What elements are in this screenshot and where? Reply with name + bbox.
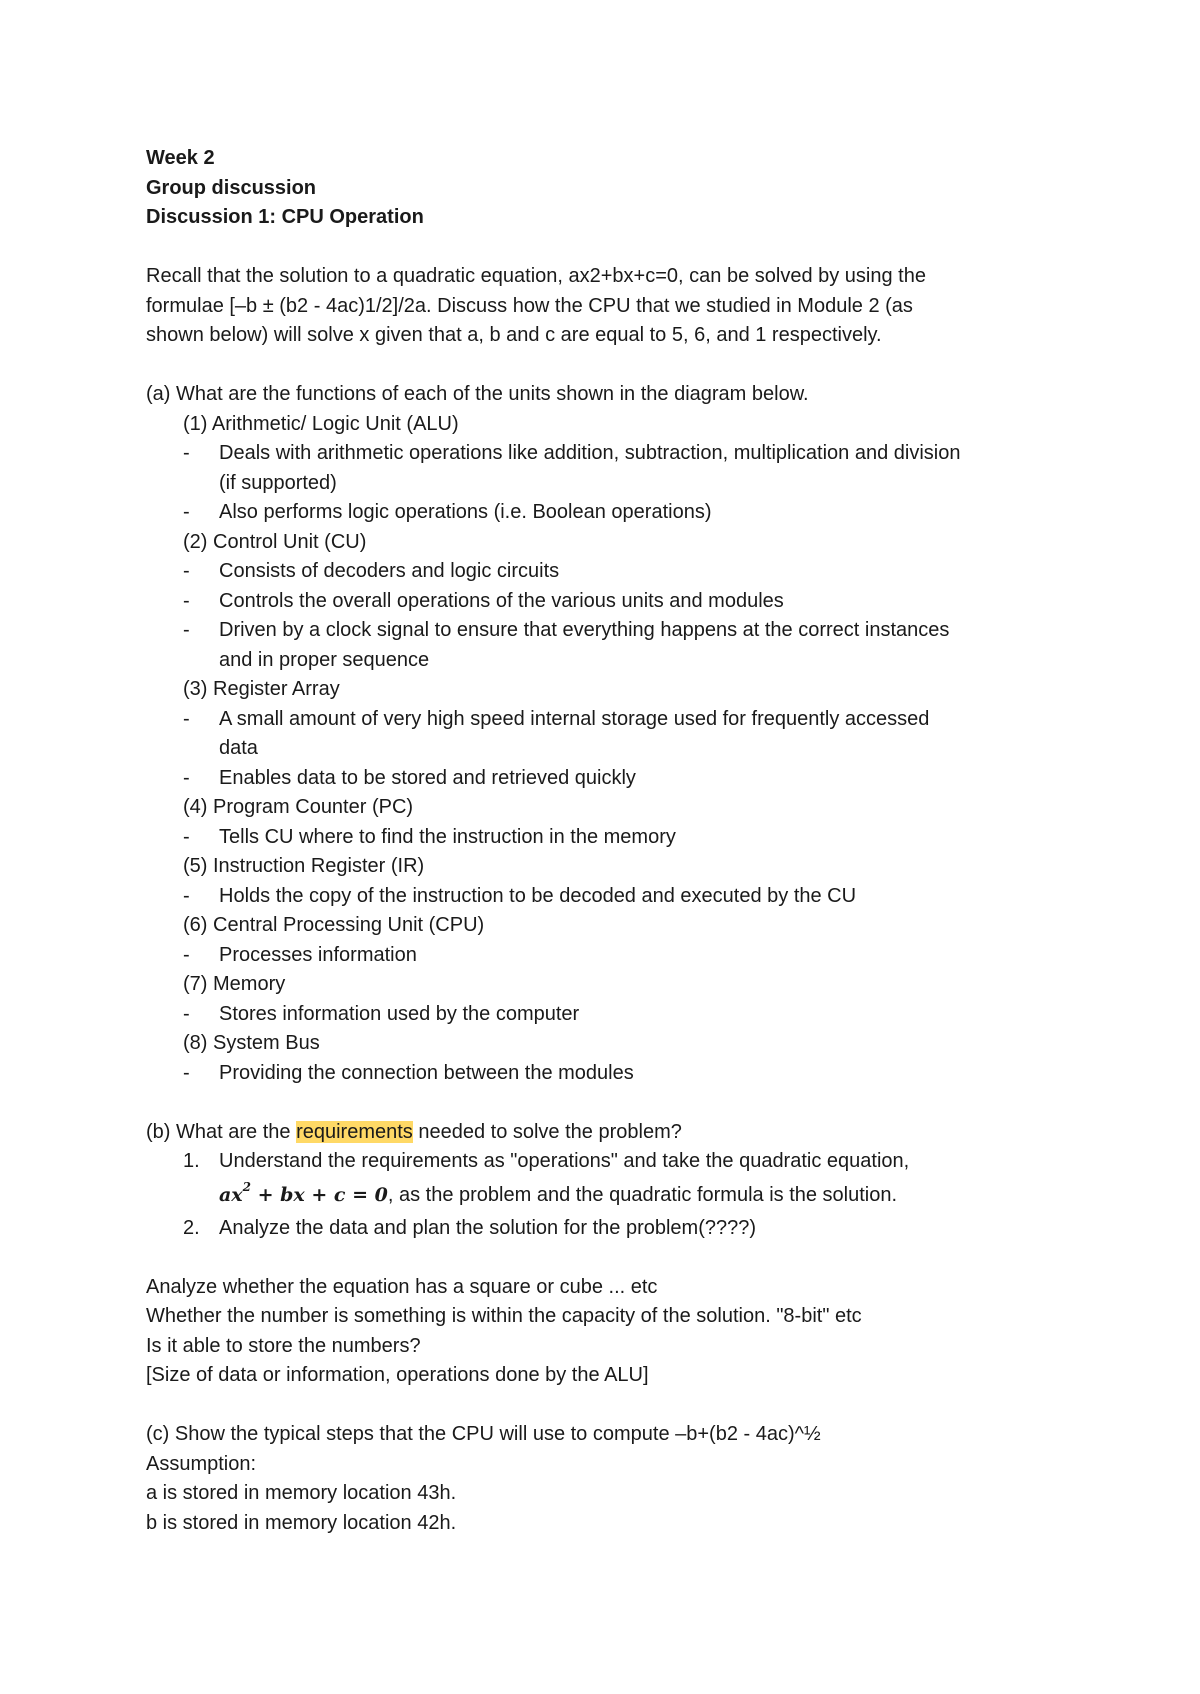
part-b-question-start: (b) What are the — [146, 1120, 297, 1143]
equation-rest: + bx + c = 0 — [251, 1183, 388, 1206]
quadratic-equation — [219, 1179, 388, 1206]
step-item — [146, 1147, 1200, 1177]
bullet-text: Driven by a clock signal to ensure that everything happens at the correct instances — [219, 619, 950, 641]
bullet-text: Enables data to be stored and retrieved quickly — [219, 766, 636, 789]
bullet-item — [146, 941, 1200, 971]
dash-bullet: - — [183, 884, 190, 907]
bullet-text: Deals with arithmetic operations like addition, subtraction, multiplication and division — [219, 442, 961, 464]
intro-line: Recall that the solution to a quadratic equation, ax2+bx+c=0, can be solved by using the — [146, 265, 926, 287]
dash-bullet: - — [183, 825, 190, 848]
bullet-text: Stores information used by the computer — [219, 1002, 580, 1025]
note-line: [Size of data or information, operations done by the ALU] — [146, 1364, 649, 1386]
bullet-text: Controls the overall operations of the various units and modules — [219, 589, 784, 612]
bullet-text-continued: and in proper sequence — [219, 648, 430, 671]
bullet-item — [146, 882, 1200, 912]
part-a-question: (a) What are the functions of each of the units shown in the diagram below. — [146, 383, 809, 405]
unit-title: (4) Program Counter (PC) — [183, 796, 414, 818]
intro-paragraph — [146, 262, 1200, 351]
group-discussion-heading: Group discussion — [146, 176, 317, 199]
bullet-item — [146, 616, 1200, 646]
dash-bullet: - — [183, 442, 190, 464]
discussion-title: Discussion 1: CPU Operation — [146, 206, 424, 228]
unit-title: (7) Memory — [183, 973, 286, 995]
step-text: Analyze the data and plan the solution for the problem(????) — [219, 1216, 757, 1239]
bullet-text: Also performs logic operations (i.e. Boolean operations) — [219, 501, 712, 523]
bullet-text-continued: (if supported) — [219, 471, 337, 494]
equation-term-ax: ax — [219, 1183, 243, 1206]
part-c-question: (c) Show the typical steps that the CPU will use to compute –b+(b2 - 4ac)^½ — [146, 1423, 821, 1445]
bullet-item — [146, 764, 1200, 794]
highlighted-requirements: requirements — [296, 1120, 413, 1143]
bullet-text: A small amount of very high speed internal storage used for frequently accessed — [219, 707, 930, 730]
dash-bullet: - — [183, 619, 190, 641]
bullet-text: Holds the copy of the instruction to be decoded and executed by the CU — [219, 884, 857, 907]
step-item — [146, 1214, 1200, 1244]
step-number: 2. — [183, 1216, 200, 1239]
notes-block — [146, 1273, 1200, 1391]
assumption-line: a is stored in memory location 43h. — [146, 1482, 457, 1504]
dash-bullet: - — [183, 766, 190, 789]
note-line: Whether the number is something is within the capacity of the solution. "8-bit" etc — [146, 1305, 862, 1327]
bullet-item — [146, 1000, 1200, 1030]
bullet-text: Tells CU where to find the instruction in the memory — [219, 825, 676, 848]
unit-title: (8) System Bus — [183, 1032, 320, 1054]
bullet-item — [146, 498, 1200, 528]
dash-bullet: - — [183, 1061, 190, 1084]
bullet-item — [146, 823, 1200, 853]
units-list — [146, 410, 1200, 1089]
bullet-item — [146, 587, 1200, 617]
intro-line: shown below) will solve x given that a, b and c are equal to 5, 6, and 1 respectively. — [146, 324, 882, 346]
dash-bullet: - — [183, 707, 190, 730]
note-line: Is it able to store the numbers? — [146, 1334, 421, 1357]
intro-line: formulae [–b ± (b2 - 4ac)1/2]/2a. Discuss how the CPU that we studied in Module 2 (as — [146, 294, 913, 317]
bullet-item — [146, 439, 1200, 469]
step-text-continued: , as the problem and the quadratic formula is the solution. — [387, 1183, 898, 1206]
step-text: Understand the requirements as "operations" and take the quadratic equation, — [219, 1150, 910, 1172]
bullet-item — [146, 1059, 1200, 1089]
unit-title: (2) Control Unit (CU) — [183, 530, 367, 553]
bullet-item — [146, 705, 1200, 735]
unit-title: (5) Instruction Register (IR) — [183, 855, 425, 877]
step-number: 1. — [183, 1150, 200, 1172]
equation-exponent: 2 — [242, 1179, 251, 1194]
dash-bullet: - — [183, 501, 190, 523]
dash-bullet: - — [183, 560, 190, 582]
bullet-text: Consists of decoders and logic circuits — [219, 560, 560, 582]
assumption-line: b is stored in memory location 42h. — [146, 1511, 457, 1534]
unit-title: (6) Central Processing Unit (CPU) — [183, 914, 485, 936]
week-heading: Week 2 — [146, 147, 215, 169]
assumption-line: Assumption: — [146, 1452, 257, 1475]
bullet-item — [146, 557, 1200, 587]
bullet-text: Processes information — [219, 943, 417, 966]
dash-bullet: - — [183, 943, 190, 966]
unit-title: (1) Arithmetic/ Logic Unit (ALU) — [183, 412, 459, 435]
dash-bullet: - — [183, 1002, 190, 1025]
bullet-text-continued: data — [219, 737, 258, 759]
unit-title: (3) Register Array — [183, 678, 340, 700]
part-b-question-end: needed to solve the problem? — [412, 1120, 682, 1143]
dash-bullet: - — [183, 589, 190, 612]
note-line: Analyze whether the equation has a square or cube ... etc — [146, 1275, 658, 1298]
step-equation-line — [146, 1177, 1200, 1214]
part-b-question — [146, 1118, 1200, 1148]
bullet-text: Providing the connection between the modules — [219, 1061, 634, 1084]
